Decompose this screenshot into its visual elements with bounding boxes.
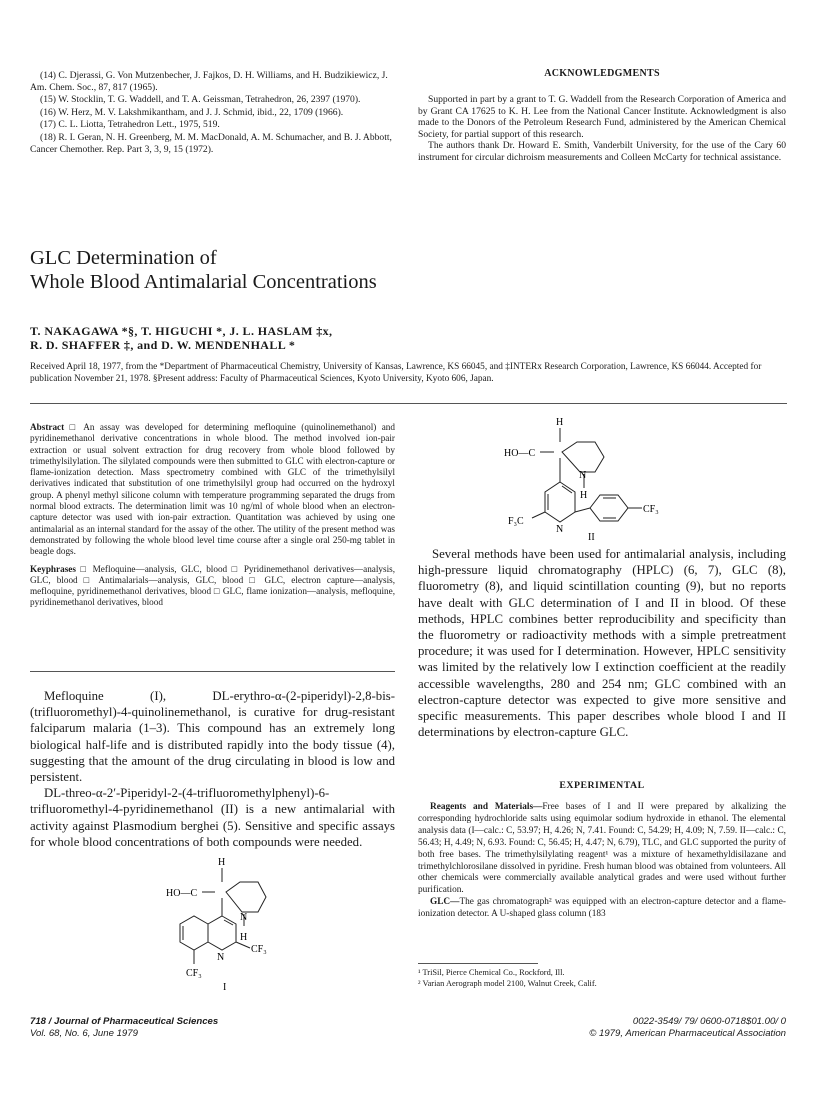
abstract-label: Abstract □ <box>30 422 79 432</box>
footnote-rule <box>418 963 538 964</box>
struct-ii-h: H <box>556 417 564 428</box>
experimental-heading: EXPERIMENTAL <box>559 780 645 791</box>
struct-i-label: I <box>223 982 227 992</box>
reference-16: (16) W. Herz, M. V. Lakshmikantham, and J. J. Schmid, ibid., 22, 1709 (1966). <box>40 106 344 118</box>
struct-i-n2: N <box>217 952 225 963</box>
reagents-label: Reagents and Materials— <box>430 802 543 812</box>
acknowledgments-paragraph: Supported in part by a grant to T. G. Waddell from the Research Corporation of America and by Grant CA 17625 to K. H. Lee from the National Cancer Institute. Acknowledgment is also made to the Donors of the Petroleum Research Fund, administered by the American Chemical Society, for partial support of this research. <box>418 94 786 140</box>
acknowledgments-heading: ACKNOWLEDGMENTS <box>544 68 660 79</box>
body-paragraph: Mefloquine (I), DL-erythro-α-(2-piperidyl)-2,8-bis-(trifluoromethyl)-4-quinolinemethanol, is curative for drug-resistant falciparum malaria (1–3). This compound has an extremely long biological half-life and is distributed rapidly into the body tissue (4), suggesting that the amount of the drug circulating in blood is low and persistent. <box>30 689 395 785</box>
volume-line: Vol. 68, No. 6, June 1979 <box>30 1028 138 1039</box>
acknowledgments <box>418 94 786 164</box>
authors-line2: R. D. SHAFFER ‡, and D. W. MENDENHALL * <box>30 338 296 352</box>
abstract-bottom-rule <box>30 671 395 672</box>
footnote-1: ¹ TriSil, Pierce Chemical Co., Rockford, Ill. <box>418 968 565 977</box>
struct-ii-n2: N <box>556 524 564 535</box>
body-paragraph: Several methods have been used for antimalarial analysis, including high-pressure liquid chromatography (HPLC) (6, 7), GLC (8), fluorometry (8), and liquid scintillation counting (9), but no reports have dealt with GLC determination of I and II in blood. Of these methods, HPLC combines better reproducibility and specificity than the fluorometry or radioactivity methods with a simple pretreatment procedure; it was used for I determination. However, HPLC sensitivity was limited by the relatively low I extinction coefficient at the readily accessible wavelengths, 280 and 254 nm; GLC combined with an electron-capture detector was expected to give more sensitive and specific measurements. This paper describes whole blood I and II determinations by electron-capture GLC. <box>418 547 786 740</box>
struct-ii-f3c: F₃C <box>508 516 524 527</box>
experimental-section <box>418 802 786 921</box>
header-divider <box>30 403 787 404</box>
struct-ii-nh: H <box>580 490 588 501</box>
glc-label: GLC— <box>430 897 460 908</box>
authors <box>30 324 730 352</box>
keyphrases-paragraph <box>30 564 395 609</box>
keyphrases-text: Mefloquine—analysis, GLC, blood □ Pyridinemethanol derivatives—analysis, GLC, blood □ Antimalarials—analysis, GLC, blood □ GLC, electron capture—analysis, mefloquine, pyridinemethanol derivatives, blood □ GLC, flame ionization—analysis, mefloquine, pyridinemethanol derivatives, blood <box>30 563 396 608</box>
struct-i-h: H <box>218 857 226 868</box>
article-title-line2: Whole Blood Antimalarial Concentrations <box>30 271 377 293</box>
acknowledgments-paragraph: The authors thank Dr. Howard E. Smith, Vanderbilt University, for the use of the Cary 60 instrument for circular dichroism measurements and Colleen McCarty for technical assistance. <box>418 140 786 163</box>
article-title <box>30 246 730 294</box>
struct-ii-label: II <box>588 532 595 542</box>
received-note: Received April 18, 1977, from the *Department of Pharmaceutical Chemistry, University of Kansas, Lawrence, KS 66045, and ‡INTERx Research Corporation, Lawrence, KS 66044. Accepted for publication November 21, 1978. §Present address: Faculty of Pharmaceutical Sciences, Kyoto University, Kyoto 606, Japan. <box>30 362 762 384</box>
experimental-paragraph <box>418 802 786 897</box>
introduction-left <box>30 688 395 850</box>
introduction-right <box>418 546 786 740</box>
copyright-line: © 1979, American Pharmaceutical Association <box>589 1028 786 1039</box>
structure-i <box>160 852 300 992</box>
glc-text: The gas chromatograph² was equipped with an electron-capture detector and a flame-ionization detector. A U-shaped glass column (183 <box>418 897 786 920</box>
reagents-text: Free bases of I and II were prepared by alkalizing the corresponding hydrochloride salts using equimolar sodium hydroxide in ethanol. The elemental analysis data (I—calc.: C, 53.97; H, 4.26; N, 7.41. Found: C, 54.29; H, 4.09; N, 7.59. II—calc.: C, 56.43; H, 4.49; N, 6.93. Found: C, 56.45; H, 4.47; N, 6.79), TLC, and GLC supported the purity of both free bases. The trimethylsilylating reagent¹ was a mixture of hexamethyldisilazane and trimethylchlorosilane dissolved in pyridine. Fresh human blood was obtained from volunteers. All other chemicals were commercially available analytical grades and were used without further purification. <box>418 802 786 896</box>
authors-line1: T. NAKAGAWA *§, T. HIGUCHI *, J. L. HASLAM ‡x, <box>30 324 333 338</box>
struct-i-nh: H <box>240 932 248 943</box>
keyphrases-label: Keyphrases □ <box>30 563 89 574</box>
struct-i-cf3: CF₃ <box>251 944 267 955</box>
reference-17: (17) C. L. Liotta, Tetrahedron Lett., 1975, 519. <box>40 119 220 131</box>
struct-ii-cf3: CF₃ <box>643 504 659 515</box>
struct-ii-n: N <box>579 470 587 481</box>
issn-line: 0022-3549/ 79/ 0600-0718$01.00/ 0 <box>632 1016 786 1027</box>
reference-15: (15) W. Stocklin, T. G. Waddell, and T. A. Geissman, Tetrahedron, 26, 2397 (1970). <box>40 94 361 106</box>
footnotes <box>418 968 786 989</box>
reference-18: (18) R. I. Geran, N. H. Greenberg, M. M. MacDonald, A. M. Schumacher, and B. J. Abbott, Cancer Chemother. Rep. Part 3, 3, 9, 15 (1972). <box>30 131 392 155</box>
article-title-line1: GLC Determination of <box>30 247 217 269</box>
journal-line: 718 / Journal of Pharmaceutical Sciences <box>30 1016 219 1027</box>
struct-i-ho: HO—C <box>166 888 198 899</box>
struct-i-cf3-bottom: CF₃ <box>186 968 202 979</box>
struct-ii-ho: HO—C <box>504 448 536 459</box>
abstract-paragraph <box>30 422 395 558</box>
references <box>30 70 392 156</box>
reference-14: (14) C. Djerassi, G. Von Mutzenbecher, J. Fajkos, D. H. Williams, and H. Budzikiewicz, J. Am. Chem. Soc., 87, 817 (1965). <box>30 70 388 93</box>
body-paragraph: DL-threo-α-2′-Piperidyl-2-(4-trifluoromethylphenyl)-6-trifluoromethyl-4-pyridinemethanol (II) is a new antimalarial with activity against Plasmodium berghei (5). Sensitive and specific assays for whole blood concentrations of both compounds were needed. <box>30 786 395 849</box>
struct-i-n: N <box>240 912 248 923</box>
footnote-2: ² Varian Aerograph model 2100, Walnut Creek, Calif. <box>418 978 597 988</box>
abstract <box>30 422 395 609</box>
page-footer-left <box>30 1016 390 1040</box>
structure-ii <box>500 412 700 542</box>
experimental-paragraph <box>418 897 786 921</box>
abstract-text: An assay was developed for determining mefloquine (quinolinemethanol) and pyridinemethanol derivative concentrations in whole blood. The method involved ion-pair extraction or usual solvent extraction for drug recovery from whole blood followed by trimethylsilylation. The silylated compounds were then submitted to GLC with electron-capture or flame-ionization detection. Mass spectrometry combined with GLC of the trimethylsilyl derivatives indicated that substitution of one trimethylsilyl group had occurred on the hydroxyl group. A phenyl methyl silicone column with temperature programming separated the drugs from normal blood extracts. The determination limit was 10 ng/ml of whole blood when an electron-capture detector was used with ion-pair extraction. Quantitation was achieved by using one antimalarial as an internal standard for the assay of the other. The utility of the present method was demonstrated by following the whole blood level time course after a single oral 250-mg tablet in beagle dogs. <box>30 422 395 557</box>
page-footer-right <box>420 1016 786 1040</box>
